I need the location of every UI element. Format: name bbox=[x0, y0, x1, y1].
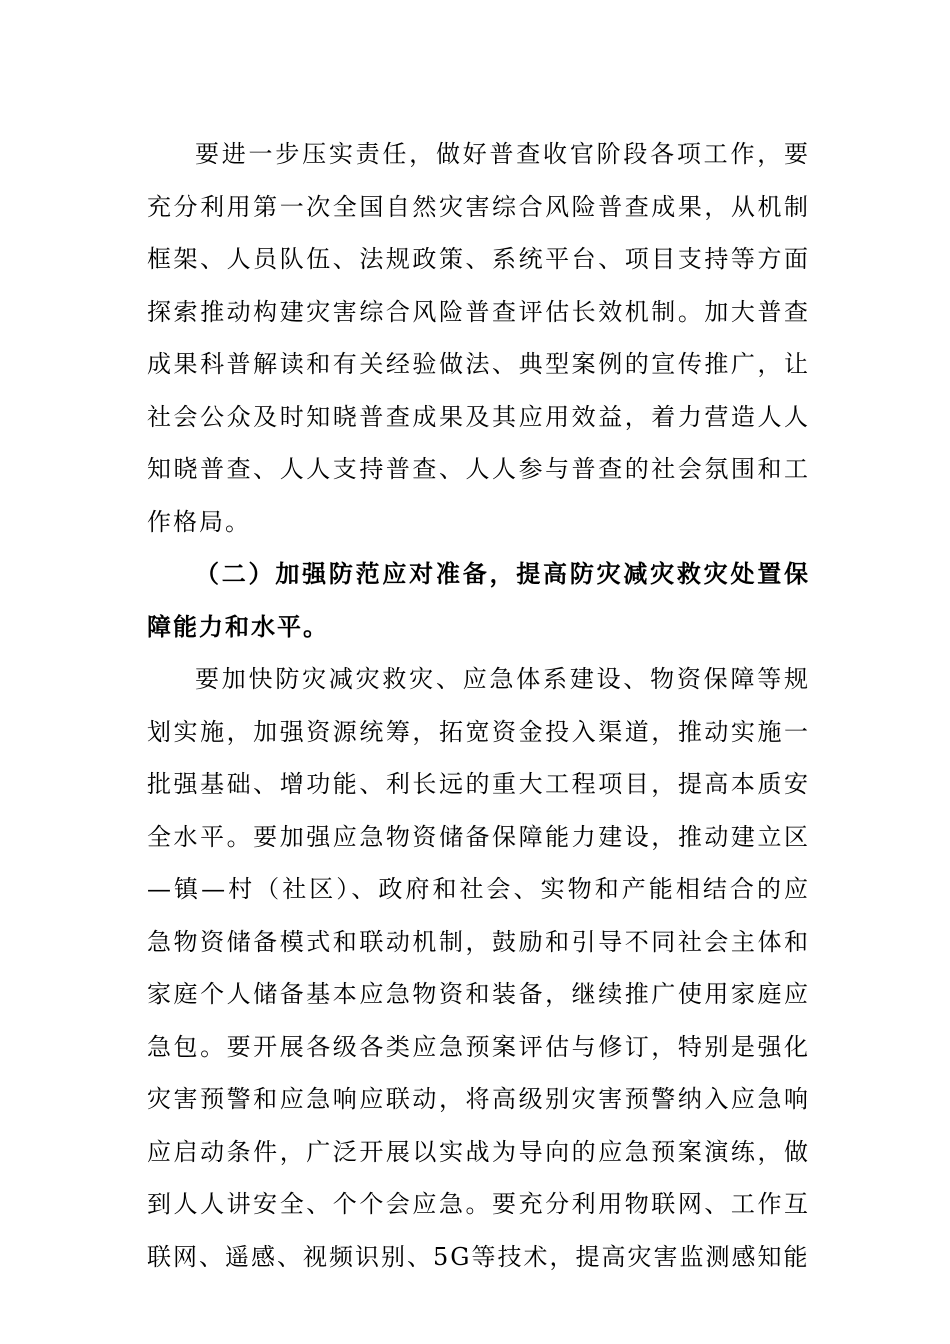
body-paragraph-2: 要加快防灾减灾救灾、应急体系建设、物资保障等规划实施，加强资源统筹，拓宽资金投入渠道，推动实施一批强基础、增功能、利长远的重大工程项目，提高本质安全水平。要加强应急物资储备保障能力建设，推动建立区—镇—村（社区）、政府和社会、实物和产能相结合的应急物资储备模式和联动机制，鼓励和引导不同社会主体和家庭个人储备基本应急物资和装备，继续推广使用家庭应急包。要开展各级各类应急预案评估与修订，特别是强化灾害预警和应急响应联动，将高级别灾害预警纳入应急响应启动条件，广泛开展以实战为导向的应急预案演练，做到人人讲安全、个个会应急。要充分利用物联网、工作互联网、遥感、视频识别、5G等技术，提高灾害监测感知能 bbox=[147, 665, 810, 1271]
body-paragraph-1: 要进一步压实责任，做好普查收官阶段各项工作，要充分利用第一次全国自然灾害综合风险普查成果，从机制框架、人员队伍、法规政策、系统平台、项目支持等方面探索推动构建灾害综合风险普查评估长效机制。加大普查成果科普解读和有关经验做法、典型案例的宣传推广，让社会公众及时知晓普查成果及其应用效益，着力营造人人知晓普查、人人支持普查、人人参与普查的社会氛围和工作格局。 bbox=[147, 140, 810, 536]
section-heading-2: （二）加强防范应对准备，提高防灾减灾救灾处置保障能力和水平。 bbox=[147, 560, 810, 641]
